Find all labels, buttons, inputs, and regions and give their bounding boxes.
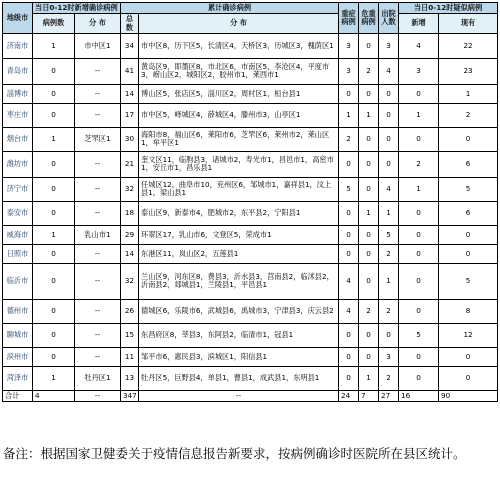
suspected-new-cell: 0 <box>399 127 439 151</box>
suspected-new-cell: 0 <box>399 244 439 263</box>
distribution-cell: 博山区5，张店区5，淄川区2，周村区1，桓台县1 <box>139 84 339 103</box>
suspected-existing-cell: 8 <box>439 299 498 323</box>
discharged-cell: 4 <box>379 177 399 201</box>
suspected-existing-cell: 2 <box>439 103 498 127</box>
totals-total: 347 <box>121 390 139 401</box>
discharged-cell: 3 <box>379 347 399 366</box>
severe-cell: 0 <box>339 225 359 244</box>
new-distribution-cell: -- <box>75 263 121 299</box>
new-distribution-cell: -- <box>75 177 121 201</box>
suspected-new-cell: 5 <box>399 323 439 347</box>
new-distribution-cell: 乳山市1 <box>75 225 121 244</box>
totals-row <box>3 390 498 401</box>
total-cell: 18 <box>121 201 139 225</box>
new-distribution-cell: -- <box>75 347 121 366</box>
city-cell: 德州市 <box>3 299 33 323</box>
distribution-cell: 黄岛区9，即墨区8，市北区6，市南区5，李沧区4，平度市3，崂山区2，城阳区2，胶州市1，莱西市1 <box>139 58 339 84</box>
severe-cell: 4 <box>339 263 359 299</box>
critical-cell: 2 <box>359 58 379 84</box>
severe-cell: 0 <box>339 151 359 177</box>
suspected-new-cell: 2 <box>399 151 439 177</box>
total-cell: 34 <box>121 33 139 58</box>
header-existing: 现有 <box>439 14 498 34</box>
new-count-cell: 0 <box>33 201 75 225</box>
distribution-cell: 东昌府区8，莘县3，东阿县2，临清市1，冠县1 <box>139 323 339 347</box>
city-cell: 潍坊市 <box>3 151 33 177</box>
city-cell: 济宁市 <box>3 177 33 201</box>
suspected-existing-cell: 5 <box>439 177 498 201</box>
header-total: 总数 <box>121 14 139 34</box>
table-body <box>3 33 498 401</box>
severe-cell: 0 <box>339 84 359 103</box>
table-row <box>3 201 498 225</box>
table-row <box>3 84 498 103</box>
new-count-cell: 0 <box>33 244 75 263</box>
distribution-cell: 任城区12，曲阜市10，兖州区6，邹城市1，嘉祥县1，汶上县1，梁山县1 <box>139 177 339 201</box>
header-case-count: 病例数 <box>33 14 75 34</box>
suspected-existing-cell: 6 <box>439 201 498 225</box>
new-distribution-cell: -- <box>75 299 121 323</box>
new-count-cell: 0 <box>33 58 75 84</box>
suspected-new-cell: 4 <box>399 33 439 58</box>
total-cell: 17 <box>121 103 139 127</box>
city-cell: 滨州市 <box>3 347 33 366</box>
suspected-existing-cell: 0 <box>439 225 498 244</box>
discharged-cell: 2 <box>379 299 399 323</box>
subheader-row <box>3 14 498 34</box>
suspected-existing-cell: 23 <box>439 58 498 84</box>
totals-suspected-existing: 90 <box>439 390 498 401</box>
distribution-cell: 东港区11，岚山区2，五莲县1 <box>139 244 339 263</box>
table-row <box>3 127 498 151</box>
total-cell: 21 <box>121 151 139 177</box>
critical-cell: 0 <box>359 33 379 58</box>
city-cell: 烟台市 <box>3 127 33 151</box>
suspected-existing-cell: 1 <box>439 84 498 103</box>
severe-cell: 0 <box>339 323 359 347</box>
discharged-cell: 3 <box>379 33 399 58</box>
new-count-cell: 0 <box>33 84 75 103</box>
header-cumulative: 累计确诊病例 <box>121 3 339 14</box>
totals-label: 合计 <box>3 390 33 401</box>
new-distribution-cell: -- <box>75 103 121 127</box>
city-cell: 聊城市 <box>3 323 33 347</box>
critical-cell: 0 <box>359 323 379 347</box>
suspected-new-cell: 0 <box>399 201 439 225</box>
total-cell: 30 <box>121 127 139 151</box>
distribution-cell: 邹平市6，惠民县3，滨城区1，阳信县1 <box>139 347 339 366</box>
table-row <box>3 299 498 323</box>
distribution-cell: 海阳市8，福山区6，莱阳市6，芝罘区6，莱州市2，莱山区1，牟平区1 <box>139 127 339 151</box>
suspected-existing-cell: 0 <box>439 366 498 390</box>
new-count-cell: 1 <box>33 225 75 244</box>
cases-table <box>2 2 498 402</box>
table-row <box>3 225 498 244</box>
discharged-cell: 0 <box>379 323 399 347</box>
totals-severe: 24 <box>339 390 359 401</box>
city-cell: 威海市 <box>3 225 33 244</box>
new-count-cell: 1 <box>33 33 75 58</box>
severe-cell: 0 <box>339 201 359 225</box>
critical-cell: 0 <box>359 84 379 103</box>
suspected-new-cell: 0 <box>399 347 439 366</box>
city-cell: 泰安市 <box>3 201 33 225</box>
critical-cell: 1 <box>359 366 379 390</box>
table-row <box>3 58 498 84</box>
severe-cell: 0 <box>339 366 359 390</box>
totals-distribution: -- <box>139 390 339 401</box>
discharged-cell: 1 <box>379 263 399 299</box>
critical-cell: 0 <box>359 177 379 201</box>
critical-cell: 0 <box>359 244 379 263</box>
discharged-cell: 1 <box>379 201 399 225</box>
city-cell: 临沂市 <box>3 263 33 299</box>
total-cell: 29 <box>121 225 139 244</box>
critical-cell: 0 <box>359 127 379 151</box>
critical-cell: 1 <box>359 201 379 225</box>
suspected-existing-cell: 0 <box>439 127 498 151</box>
totals-new: 4 <box>33 390 75 401</box>
new-count-cell: 1 <box>33 127 75 151</box>
critical-cell: 1 <box>359 103 379 127</box>
severe-cell: 3 <box>339 58 359 84</box>
header-suspected: 当日0-12时疑似病例 <box>399 3 498 14</box>
discharged-cell: 5 <box>379 225 399 244</box>
suspected-existing-cell: 0 <box>439 244 498 263</box>
new-distribution-cell: -- <box>75 58 121 84</box>
total-cell: 13 <box>121 366 139 390</box>
distribution-cell: 泰山区9，新泰市4，肥城市2，东平县2，宁阳县1 <box>139 201 339 225</box>
critical-cell: 0 <box>359 225 379 244</box>
header-severe: 重症病例 <box>339 3 359 34</box>
table-row <box>3 263 498 299</box>
suspected-new-cell: 1 <box>399 103 439 127</box>
total-cell: 32 <box>121 177 139 201</box>
discharged-cell: 0 <box>379 127 399 151</box>
city-cell: 菏泽市 <box>3 366 33 390</box>
discharged-cell: 2 <box>379 244 399 263</box>
table-row <box>3 151 498 177</box>
suspected-new-cell: 3 <box>399 58 439 84</box>
header-critical: 危重病例 <box>359 3 379 34</box>
totals-suspected-new: 16 <box>399 390 439 401</box>
new-count-cell: 1 <box>33 366 75 390</box>
distribution-cell: 德城区6，乐陵市6，武城县6，禹城市3，宁津县3，庆云县2 <box>139 299 339 323</box>
suspected-existing-cell: 5 <box>439 263 498 299</box>
distribution-cell: 牡丹区5，巨野县4，单县1，曹县1，成武县1，东明县1 <box>139 366 339 390</box>
severe-cell: 0 <box>339 244 359 263</box>
new-count-cell: 0 <box>33 299 75 323</box>
severe-cell: 1 <box>339 103 359 127</box>
totals-new-distribution: -- <box>75 390 121 401</box>
city-cell: 日照市 <box>3 244 33 263</box>
header-discharged: 出院人数 <box>379 3 399 34</box>
total-cell: 14 <box>121 84 139 103</box>
discharged-cell: 0 <box>379 151 399 177</box>
discharged-cell: 0 <box>379 103 399 127</box>
severe-cell: 5 <box>339 177 359 201</box>
total-cell: 11 <box>121 347 139 366</box>
table-row <box>3 347 498 366</box>
distribution-cell: 奎文区11，临朐县3，诸城市2，寿光市1，昌邑市1，高密市1，安丘市1，昌乐县1 <box>139 151 339 177</box>
table-row <box>3 323 498 347</box>
new-count-cell: 0 <box>33 323 75 347</box>
table-row <box>3 177 498 201</box>
distribution-cell: 市中区5，峄城区4，薛城区4，滕州市3，山亭区1 <box>139 103 339 127</box>
table-row <box>3 244 498 263</box>
suspected-new-cell: 0 <box>399 366 439 390</box>
total-cell: 41 <box>121 58 139 84</box>
header-row <box>3 3 498 14</box>
new-count-cell: 0 <box>33 103 75 127</box>
new-distribution-cell: -- <box>75 201 121 225</box>
totals-critical: 7 <box>359 390 379 401</box>
suspected-existing-cell: 22 <box>439 33 498 58</box>
critical-cell: 0 <box>359 263 379 299</box>
distribution-cell: 环翠区17，乳山市6，文登区5，荣成市1 <box>139 225 339 244</box>
severe-cell: 0 <box>339 347 359 366</box>
footnote: 备注：根据国家卫健委关于疫情信息报告新要求，按病例确诊时医院所在县区统计。 <box>3 446 466 461</box>
table-row <box>3 103 498 127</box>
critical-cell: 0 <box>359 151 379 177</box>
header-distribution-2: 分 布 <box>139 14 339 34</box>
new-count-cell: 0 <box>33 151 75 177</box>
new-count-cell: 0 <box>33 263 75 299</box>
city-cell: 青岛市 <box>3 58 33 84</box>
new-count-cell: 0 <box>33 177 75 201</box>
severe-cell: 2 <box>339 127 359 151</box>
total-cell: 32 <box>121 263 139 299</box>
header-new: 新增 <box>399 14 439 34</box>
suspected-existing-cell: 12 <box>439 323 498 347</box>
header-city: 地级市 <box>3 3 33 34</box>
suspected-new-cell: 0 <box>399 299 439 323</box>
new-distribution-cell: -- <box>75 84 121 103</box>
header-distribution: 分 布 <box>75 14 121 34</box>
new-distribution-cell: 芝罘区1 <box>75 127 121 151</box>
suspected-new-cell: 0 <box>399 225 439 244</box>
severe-cell: 4 <box>339 299 359 323</box>
city-cell: 济南市 <box>3 33 33 58</box>
suspected-new-cell: 0 <box>399 263 439 299</box>
critical-cell: 0 <box>359 347 379 366</box>
new-distribution-cell: -- <box>75 151 121 177</box>
distribution-cell: 市中区8，历下区5，长清区4，天桥区3，历城区3，槐荫区1 <box>139 33 339 58</box>
city-cell: 淄博市 <box>3 84 33 103</box>
table-row <box>3 366 498 390</box>
suspected-new-cell: 0 <box>399 84 439 103</box>
total-cell: 15 <box>121 323 139 347</box>
new-distribution-cell: 牡丹区1 <box>75 366 121 390</box>
suspected-existing-cell: 6 <box>439 151 498 177</box>
table-row <box>3 33 498 58</box>
distribution-cell: 兰山区9，河东区8，费县3，沂水县3，莒南县2，临沭县2，沂南县2，郯城县1，兰陵县1，平邑县1 <box>139 263 339 299</box>
severe-cell: 3 <box>339 33 359 58</box>
header-new-confirmed: 当日0-12时新增确诊病例 <box>33 3 121 14</box>
new-distribution-cell: 市中区1 <box>75 33 121 58</box>
discharged-cell: 4 <box>379 58 399 84</box>
new-distribution-cell: -- <box>75 244 121 263</box>
city-cell: 枣庄市 <box>3 103 33 127</box>
critical-cell: 2 <box>359 299 379 323</box>
new-count-cell: 0 <box>33 347 75 366</box>
suspected-existing-cell: 0 <box>439 347 498 366</box>
discharged-cell: 2 <box>379 366 399 390</box>
total-cell: 14 <box>121 244 139 263</box>
discharged-cell: 0 <box>379 84 399 103</box>
suspected-new-cell: 1 <box>399 177 439 201</box>
new-distribution-cell: -- <box>75 323 121 347</box>
total-cell: 26 <box>121 299 139 323</box>
totals-discharged: 27 <box>379 390 399 401</box>
